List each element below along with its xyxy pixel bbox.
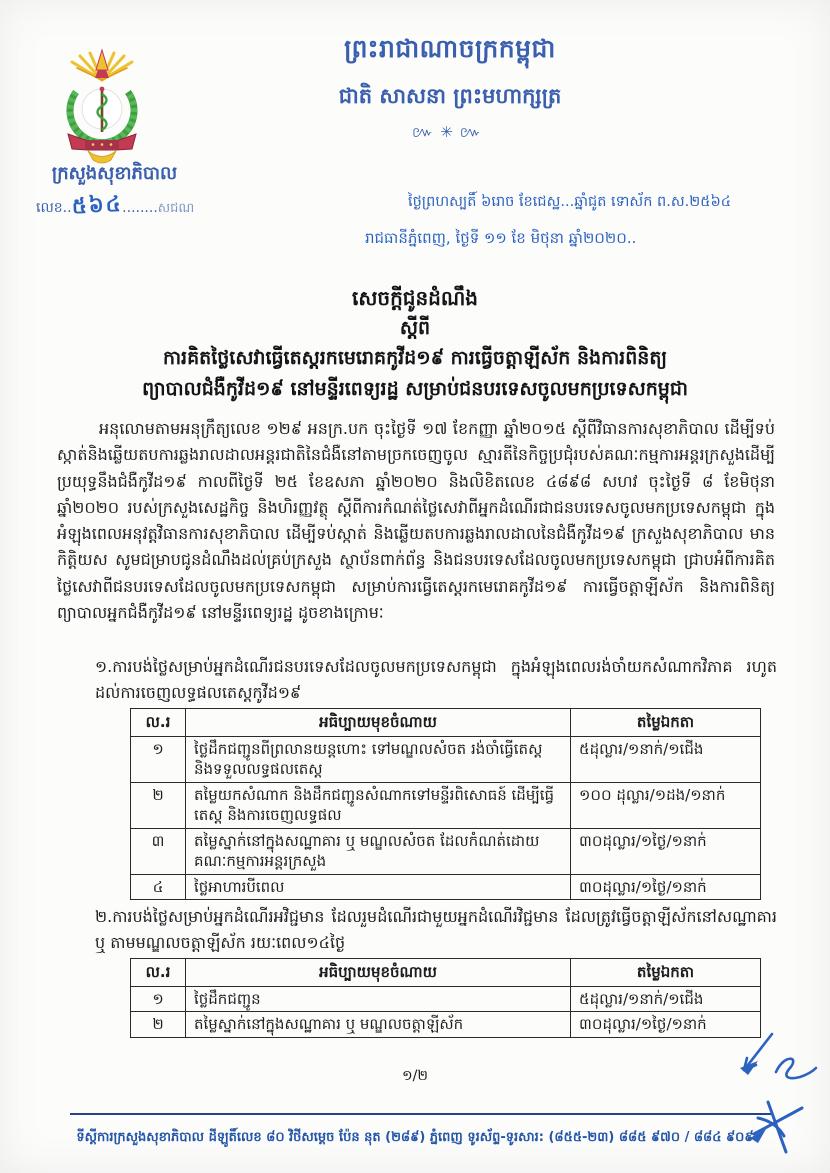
place-date-line: រាជធានីភ្នំពេញ, ថ្ងៃទី ១១ ខែ មិថុនា ឆ្នាំ២០២០.. bbox=[365, 229, 637, 247]
row-number: ៤ bbox=[131, 874, 186, 900]
row-unit-price: ៥ដុល្លារ/១នាក់/១ជើង bbox=[571, 736, 761, 782]
fee-table-2 bbox=[130, 958, 761, 1038]
row-unit-price: ៥ដុល្លារ/១នាក់/១ជើង bbox=[571, 986, 761, 1012]
row-description: ថ្លៃអាហារបីពេល bbox=[186, 874, 571, 900]
col-header-description: អធិប្បាយមុខចំណាយ bbox=[186, 709, 571, 737]
reference-number-handwritten: ៥៦៤ bbox=[70, 191, 123, 219]
regarding-label: ស្តីពី bbox=[399, 317, 431, 339]
row-number: ៣ bbox=[131, 828, 186, 874]
row-number: ២ bbox=[131, 1012, 186, 1038]
fee-table-1 bbox=[130, 708, 761, 900]
row-description: តម្លៃស្នាក់នៅក្នុងសណ្ឋាគារ ឬ មណ្ឌលសំចត ដែលកំណត់ដោយគណៈកម្មការអន្តរក្រសួង bbox=[186, 828, 571, 874]
row-description: តម្លៃយកសំណាក និងដឹកជញ្ជូនសំណាកទៅមន្ទីរពិសោធន៍ ដើម្បីធ្វើតេស្ត និងការចេញលទ្ធផល bbox=[186, 782, 571, 828]
subject-line-2: ព្យាបាលជំងឺកូវីដ១៩ នៅមន្ទីរពេទ្យរដ្ឋ សម្រាប់ជនបរទេសចូលមកប្រទេសកម្ពុជា bbox=[142, 378, 688, 400]
col-header-number: ល.រ bbox=[131, 709, 186, 737]
table-header-row bbox=[131, 709, 761, 737]
page-number: ១/២ bbox=[402, 1068, 428, 1084]
table-row bbox=[131, 986, 761, 1012]
row-description: ថ្លៃដឹកជញ្ជូនពីព្រលានយន្តហោះ ទៅមណ្ឌលសំចត រង់ចាំធ្វើតេស្ត និងទទួលលទ្ធផលតេស្ត bbox=[186, 736, 571, 782]
ministry-name: ក្រសួងសុខាភិបាល bbox=[51, 163, 178, 184]
header-center bbox=[225, 34, 675, 145]
section-2-heading: ២.ការបង់ថ្លៃសម្រាប់អ្នកដំណើរអវិជ្ជមាន ដែលរួមដំណើរជាមួយអ្នកដំណើរវិជ្ជមាន ដែលត្រូវធ្វើចត្តាឡីស័កនៅសណ្ឋាគារ ឬ តាមមណ្ឌលចត្តាឡីស័ក រយៈពេល១៤ថ្ងៃ bbox=[95, 907, 777, 952]
motto-divider-ornament: ៚✳៚ bbox=[411, 123, 489, 141]
footer-divider-line bbox=[70, 1113, 772, 1115]
col-header-unit-price: តម្លៃឯកតា bbox=[571, 959, 761, 987]
row-unit-price: ៣០ដុល្លារ/១ថ្ងៃ/១នាក់ bbox=[571, 874, 761, 900]
handwritten-star-mark-icon bbox=[748, 1094, 810, 1160]
row-description: ថ្លៃដឹកជញ្ជូន bbox=[186, 986, 571, 1012]
col-header-unit-price: តម្លៃឯកតា bbox=[571, 709, 761, 737]
reference-number-line bbox=[36, 192, 266, 223]
table-row bbox=[131, 1012, 761, 1038]
ministry-of-health-emblem-icon bbox=[52, 46, 152, 164]
national-motto: ជាតិ សាសនា ព្រះមហាក្សត្រ bbox=[338, 84, 562, 108]
table-row bbox=[131, 782, 761, 828]
row-unit-price: ៣០ដុល្លារ/១ថ្ងៃ/១នាក់ bbox=[571, 1012, 761, 1038]
reference-dots: ........ bbox=[122, 200, 158, 216]
col-header-number: ល.រ bbox=[131, 959, 186, 987]
lunar-date-line: ថ្ងៃព្រហស្បតិ៍ ៦រោច ខែជេស្ឋ...ឆ្នាំជូត ទោស័ក ព.ស.២៥៦៤ bbox=[408, 194, 732, 210]
footer-contact-line: ទីស្តីការក្រសួងសុខាភិបាល ដីឡូតិ៍លេខ ៨០ វិថីសម្តេច ប៉ែន នុត (២៨៩) ភ្នំពេញ ទូរស័ព្ទ-ទូរសារ: (៨៥៥-២៣) ៨៨៥ ៩៧០ / ៨៨៤ ៩០៩ bbox=[76, 1130, 754, 1145]
reference-prefix: លេខ.. bbox=[36, 200, 72, 216]
section-1-heading: ១.ការបង់ថ្លៃសម្រាប់អ្នកដំណើរជនបរទេសដែលចូលមកប្រទេសកម្ពុជា ក្នុងអំឡុងពេលរង់ចាំយកសំណាកវិភាគ រហូតដល់ការចេញលទ្ធផលតេស្តកូវីដ១៩ bbox=[95, 657, 777, 702]
table-header-row bbox=[131, 959, 761, 987]
row-description: តម្លៃស្នាក់នៅក្នុងសណ្ឋាគារ ឬ មណ្ឌលចត្តាឡីស័ក bbox=[186, 1012, 571, 1038]
table-row bbox=[131, 828, 761, 874]
row-number: ១ bbox=[131, 736, 186, 782]
row-number: ១ bbox=[131, 986, 186, 1012]
subject-line-1: ការគិតថ្លៃសេវាធ្វើតេស្តរកមេរោគកូវីដ១៩ ការធ្វើចត្តាឡីស័ក និងការពិនិត្យ bbox=[162, 347, 668, 369]
reference-suffix: សជណ bbox=[157, 201, 195, 216]
body-paragraph: អនុលោមតាមអនុក្រឹត្យលេខ ១២៩ អនក្រ.បក ចុះថ្ងៃទី ១៧ ខែកញ្ញា ឆ្នាំ២០១៥ ស្តីពីវិធានការសុខាភិបាល ដើម្បីទប់ស្កាត់និងឆ្លើយតបការឆ្លងរាលដាលអន្តរជាតិនៃជំងឺនៅតាមច្រកចេញចូល ស្មារតីនៃកិច្ចប្រជុំរបស់គណៈកម្មការអន្តរក្រសួងដើម្បីប្រយុទ្ធនឹងជំងឺកូវីដ១៩ កាលពីថ្ងៃទី ២៥ ខែឧសភា ឆ្នាំ២០២០ និងលិខិតលេខ ៤៨៩៨ សហវ ចុះថ្ងៃទី ៨ ខែមិថុនា ឆ្នាំ២០២០ របស់ក្រសួងសេដ្ឋកិច្ច និងហិរញ្ញវត្ថុ ស្តីពីការកំណត់ថ្លៃសេវាពីអ្នកដំណើរជាជនបរទេសចូលមកប្រទេសកម្ពុជា ក្នុងអំឡុងពេលអនុវត្តវិធានការសុខាភិបាល ដើម្បីទប់ស្កាត់ និងឆ្លើយតបការឆ្លងរាលដាលនៃជំងឺកូវីដ១៩ ក្រសួងសុខាភិបាល មានកិត្តិយស សូមជម្រាបជូនដំណឹងដល់គ្រប់ក្រសួង ស្ថាប័នពាក់ព័ន្ធ និងជនបរទេសដែលចូលមកប្រទេសកម្ពុជា ជ្រាបអំពីការគិតថ្លៃសេវាពីជនបរទេសដែលចូលមកប្រទេសកម្ពុជា សម្រាប់ការធ្វើតេស្តរកមេរោគកូវីដ១៩ ការធ្វើចត្តាឡីស័ក និងការពិនិត្យ ព្យាបាលអ្នកជំងឺកូវីដ១៩ នៅមន្ទីរពេទ្យរដ្ឋ ដូចខាងក្រោមៈ bbox=[57, 419, 775, 623]
row-number: ២ bbox=[131, 782, 186, 828]
col-header-description: អធិប្បាយមុខចំណាយ bbox=[186, 959, 571, 987]
document-type-title: សេចក្តីជូនដំណឹង bbox=[352, 286, 478, 310]
row-unit-price: ៣០ដុល្លារ/១ថ្ងៃ/១នាក់ bbox=[571, 828, 761, 874]
kingdom-title: ព្រះរាជាណាចក្រកម្ពុជា bbox=[344, 34, 556, 63]
table-row bbox=[131, 874, 761, 900]
table-row bbox=[131, 736, 761, 782]
row-unit-price: ១០០ ដុល្លារ/១ដង/១នាក់ bbox=[571, 782, 761, 828]
